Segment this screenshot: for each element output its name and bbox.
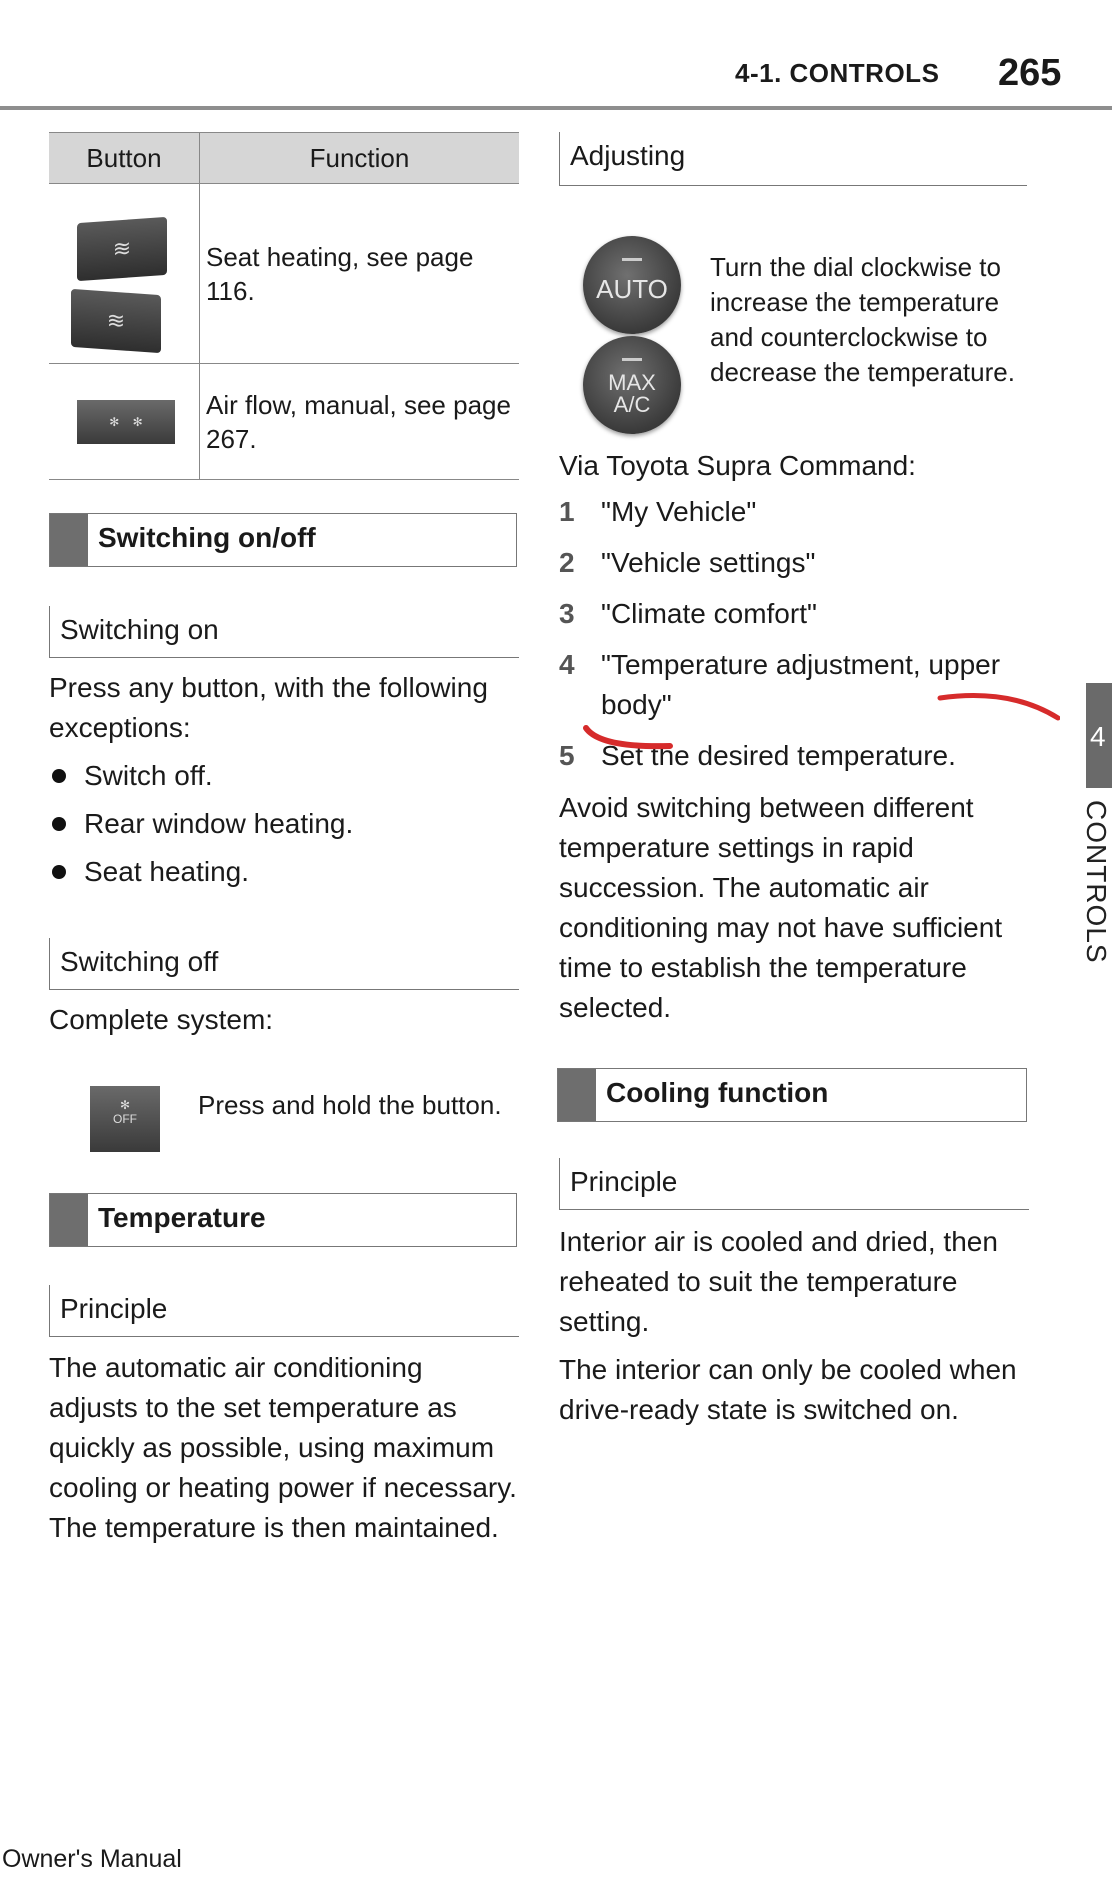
switching-off-heading: Switching off — [49, 938, 519, 990]
bullet-list — [52, 756, 353, 892]
list-item: 2 "Vehicle settings" — [559, 547, 816, 578]
switching-on-heading: Switching on — [49, 606, 519, 658]
header-divider — [0, 106, 1112, 110]
red-annotation-marks — [580, 690, 1060, 770]
table-header-button: Button — [49, 133, 200, 184]
list-item: Switch off. — [52, 756, 353, 796]
avoid-switching-text: Avoid switching between different temperature settings in rapid succession. The automatic air conditioning may not have sufficient time to establish the temperature selected. — [559, 792, 1003, 1023]
cooling-principle-heading: Principle — [559, 1158, 1029, 1210]
list-item: 4 "Temperature adjustment, upper body" — [559, 649, 1001, 720]
list-item: Rear window heating. — [52, 804, 353, 844]
table-row — [49, 184, 519, 364]
table-cell-function: Seat heating, see page 116. — [200, 184, 520, 364]
cooling-heading: Cooling function — [557, 1068, 1027, 1122]
page-number: 265 — [998, 52, 1062, 94]
list-item: 1 "My Vehicle" — [559, 496, 757, 527]
table-row — [49, 364, 519, 480]
cooling-text: Interior air is cooled and dried, then reheated to suit the temperature setting. — [559, 1226, 998, 1337]
switching-heading: Switching on/off — [49, 513, 517, 567]
complete-system-text: Complete system: — [49, 1004, 274, 1035]
temperature-heading: Temperature — [49, 1193, 517, 1247]
press-hold-text: Press and hold the button. — [198, 1090, 502, 1120]
section-title: 4-1. CONTROLS — [735, 58, 940, 88]
seat-heating-icon: ≋ ≋ — [49, 184, 200, 364]
off-button-icon: ✻ OFF — [90, 1086, 160, 1152]
air-flow-icon: ✻ ✻ — [49, 364, 200, 480]
table-header-function: Function — [200, 133, 520, 184]
switching-on-text: Press any button, with the following exceptions: — [49, 672, 488, 743]
list-item: Seat heating. — [52, 852, 353, 892]
footer-text: Owner's Manual — [2, 1845, 182, 1873]
chapter-tab: 4 — [1086, 683, 1112, 788]
cooling-text-2: The interior can only be cooled when drive-ready state is switched on. — [559, 1354, 1017, 1425]
max-ac-knob-icon: MAX A/C — [583, 336, 681, 434]
principle-heading: Principle — [49, 1285, 519, 1337]
list-item: 5 Set the desired temperature. — [559, 740, 956, 771]
principle-text: The automatic air conditioning adjusts to the set temperature as quickly as possible, using maximum cooling or heating power if necessary. The temperature is then maintained. — [49, 1352, 517, 1543]
button-function-table — [49, 132, 519, 480]
table-cell-function: Air flow, manual, see page 267. — [200, 364, 520, 480]
auto-knob-icon: AUTO — [583, 236, 681, 334]
chapter-tab-label: CONTROLS — [1081, 800, 1112, 964]
via-command-text: Via Toyota Supra Command: — [559, 450, 916, 481]
adjusting-heading: Adjusting — [559, 132, 1027, 186]
list-item: 3 "Climate comfort" — [559, 598, 817, 629]
dial-instructions: Turn the dial clockwise to increase the temperature and counterclockwise to decrease the temperature. — [710, 252, 1015, 387]
